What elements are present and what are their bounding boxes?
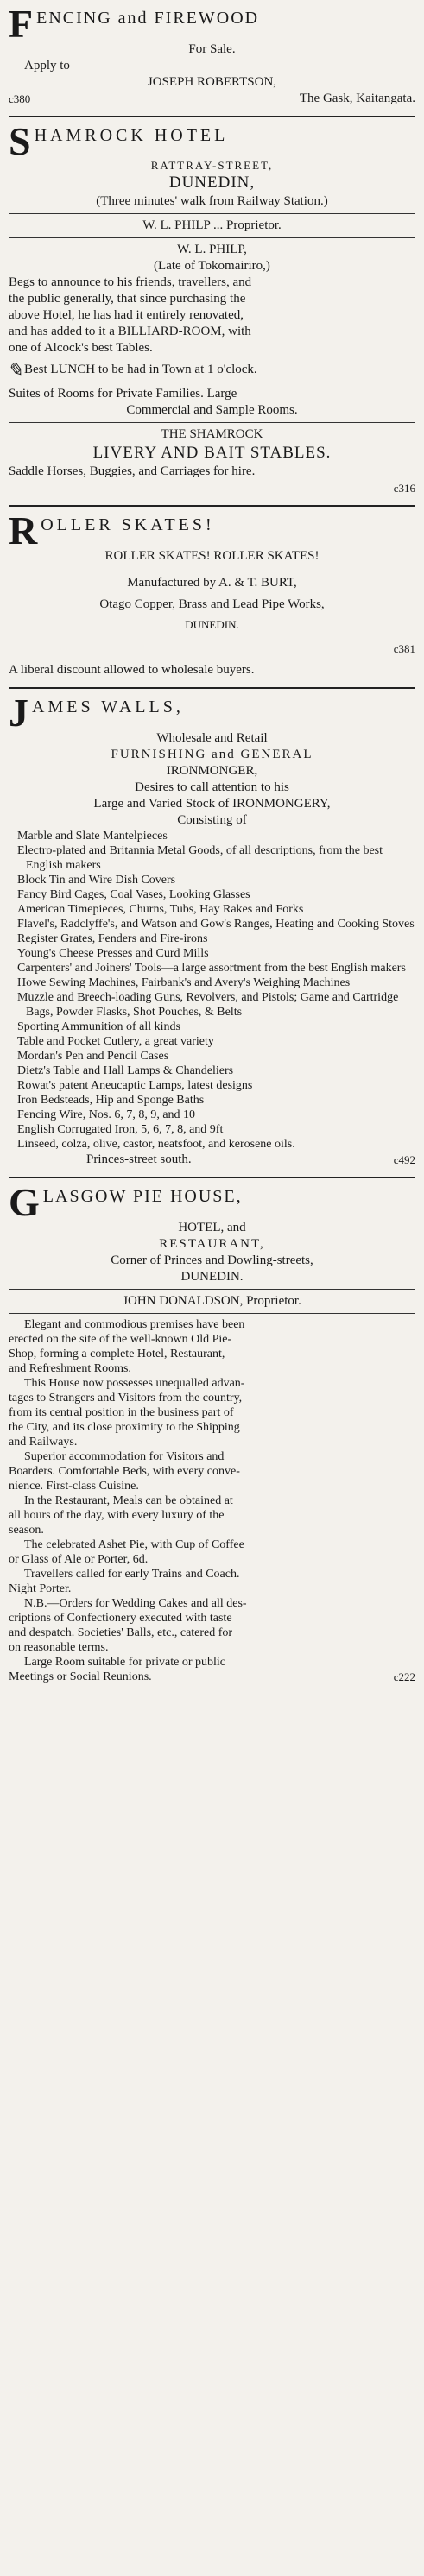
text-line: tages to Strangers and Visitors from the country, — [9, 1392, 243, 1405]
text-line: above Hotel, he has had it entirely renovated, — [9, 308, 244, 322]
text-line: and Railways. — [9, 1436, 78, 1449]
divider — [9, 505, 415, 507]
text-line: This House now possesses unequalled advan- — [24, 1377, 245, 1390]
walls-sub3: IRONMONGER, — [166, 764, 258, 778]
list-item: American Timepieces, Churns, Tubs, Hay Rakes and Forks — [17, 903, 304, 916]
glasgow-corner: Corner of Princes and Dowling-streets, — [111, 1253, 313, 1267]
list-item: Linseed, colza, olive, castor, neatsfoot, and kerosene oils. — [17, 1138, 295, 1151]
pointing-hand-icon: ✎ — [7, 359, 23, 381]
list-item: Fencing Wire, Nos. 6, 7, 8, 9, and 10 — [17, 1108, 196, 1121]
shamrock-stables-sub: LIVERY AND BAIT STABLES. — [92, 444, 332, 462]
walls-item-list — [9, 829, 415, 1152]
list-item: Mordan's Pen and Pencil Cases — [17, 1050, 169, 1063]
shamrock-owner: W. L. PHILP, — [177, 243, 247, 256]
roller-works: Otago Copper, Brass and Lead Pipe Works, — [99, 597, 325, 611]
walls-consisting: Consisting of — [177, 813, 247, 827]
shamrock-headline: HAMROCK HOTEL — [34, 126, 229, 145]
text-line: Night Porter. — [9, 1582, 72, 1595]
roller-city: DUNEDIN. — [185, 618, 239, 631]
glasgow-drop-cap: G — [9, 1185, 40, 1220]
list-item: Register Grates, Fenders and Fire-irons — [17, 932, 208, 945]
list-item: Dietz's Table and Hall Lamps & Chandeliers — [17, 1064, 234, 1077]
text-line: nience. First-class Cuisine. — [9, 1480, 139, 1493]
fencing-drop-cap: F — [9, 7, 34, 41]
shamrock-ref: c316 — [393, 482, 415, 495]
shamrock-proprietor-line: W. L. PHILP ... Proprietor. — [142, 218, 282, 232]
text-line: one of Alcock's best Tables. — [9, 341, 153, 355]
text-line: on reasonable terms. — [9, 1641, 109, 1654]
divider — [9, 116, 415, 117]
text-line: Elegant and commodious premises have been — [24, 1318, 245, 1331]
text-line: and despatch. Societies' Balls, etc., catered for — [9, 1626, 233, 1639]
fencing-advertisement — [9, 5, 415, 110]
shamrock-drop-cap: S — [9, 124, 31, 159]
fencing-ref: c380 — [9, 92, 31, 105]
list-item: Carpenters' and Joiners' Tools—a large assortment from the best English makers — [17, 962, 406, 975]
list-item: Howe Sewing Machines, Fairbank's and Avery's Weighing Machines — [17, 976, 351, 989]
roller-advertisement — [9, 512, 415, 682]
list-item: Electro-plated and Britannia Metal Goods, of all descriptions, from the best English makers — [17, 844, 383, 872]
shamrock-paragraph — [9, 275, 415, 357]
text-line: the public generally, that since purchasing the — [9, 292, 246, 306]
fencing-headline: ENCING and FIREWOOD — [36, 9, 260, 28]
shamrock-advertisement — [9, 123, 415, 500]
roller-sub: ROLLER SKATES! ROLLER SKATES! — [104, 549, 320, 563]
glasgow-headline: LASGOW PIE HOUSE, — [42, 1187, 243, 1206]
list-item: Sporting Ammunition of all kinds — [17, 1020, 181, 1033]
text-line: Large Room suitable for private or public — [24, 1656, 226, 1669]
list-item: Young's Cheese Presses and Curd Mills — [17, 947, 209, 960]
list-item: English Corrugated Iron, 5, 6, 7, 8, and 9ft — [17, 1123, 224, 1136]
shamrock-suites: Suites of Rooms for Private Families. Large — [9, 387, 237, 401]
text-line: the City, and its close proximity to the Shipping — [9, 1421, 240, 1434]
text-line: Begs to announce to his friends, travellers, and — [9, 275, 252, 289]
glasgow-sub2: RESTAURANT, — [159, 1237, 265, 1251]
text-line: The celebrated Ashet Pie, with Cup of Coffee — [24, 1538, 244, 1551]
list-item: Marble and Slate Mantelpieces — [17, 830, 168, 843]
walls-stock: Large and Varied Stock of IRONMONGERY, — [93, 797, 331, 811]
fencing-address: The Gask, Kaitangata. — [299, 92, 415, 105]
divider — [9, 687, 415, 689]
roller-headline: OLLER SKATES! — [41, 515, 215, 534]
glasgow-ref: c222 — [393, 1670, 415, 1683]
walls-sub2: FURNISHING and GENERAL — [111, 748, 313, 761]
walls-desires: Desires to call attention to his — [135, 780, 289, 794]
glasgow-body — [9, 1317, 415, 1684]
fencing-apply: Apply to — [24, 59, 70, 73]
shamrock-suites-2: Commercial and Sample Rooms. — [126, 403, 298, 417]
text-line: Travellers called for early Trains and Coach. — [24, 1568, 240, 1581]
text-line: season. — [9, 1524, 44, 1537]
text-line: or Glass of Ale or Porter, 6d. — [9, 1553, 149, 1566]
text-line: erected on the site of the well-known Old Pie- — [9, 1333, 232, 1346]
shamrock-late-of: (Late of Tokomairiro,) — [154, 259, 270, 273]
divider — [9, 1313, 415, 1314]
text-line: and has added to it a BILLIARD-ROOM, with — [9, 325, 251, 338]
roller-maker: Manufactured by A. & T. BURT, — [127, 576, 297, 590]
divider — [9, 1289, 415, 1290]
roller-discount: A liberal discount allowed to wholesale buyers. — [9, 663, 255, 677]
text-line: Boarders. Comfortable Beds, with every conve- — [9, 1465, 240, 1478]
list-item: Block Tin and Wire Dish Covers — [17, 874, 176, 887]
walls-advertisement — [9, 694, 415, 1171]
list-item: Flavel's, Radclyffe's, and Watson and Gow's Ranges, Heating and Cooking Stoves — [17, 918, 415, 931]
walls-sub1: Wholesale and Retail — [156, 731, 268, 745]
list-item: Iron Bedsteads, Hip and Sponge Baths — [17, 1094, 205, 1107]
shamrock-walk: (Three minutes' walk from Railway Station.) — [96, 194, 328, 208]
newspaper-column — [9, 0, 415, 1688]
text-line: Superior accommodation for Visitors and — [24, 1450, 225, 1463]
divider — [9, 213, 415, 214]
glasgow-proprietor: JOHN DONALDSON, Proprietor. — [123, 1294, 301, 1308]
shamrock-lunch: Best LUNCH to be had in Town at 1 o'clock. — [24, 363, 257, 376]
text-line: criptions of Confectionery executed with taste — [9, 1612, 232, 1625]
divider — [9, 422, 415, 423]
text-line: Meetings or Social Reunions. — [9, 1670, 152, 1683]
roller-ref: c381 — [393, 642, 415, 655]
glasgow-sub1: HOTEL, and — [178, 1221, 246, 1234]
shamrock-saddle: Saddle Horses, Buggies, and Carriages for hire. — [9, 464, 256, 478]
roller-drop-cap: R — [9, 514, 38, 548]
text-line: In the Restaurant, Meals can be obtained at — [24, 1494, 233, 1507]
list-item: Muzzle and Breech-loading Guns, Revolvers, and Pistols; Game and Cartridge Bags, Powder Flasks, Shot Pouches, & Belts — [17, 991, 399, 1019]
divider — [9, 237, 415, 238]
text-line: N.B.—Orders for Wedding Cakes and all des- — [24, 1597, 247, 1610]
walls-address: Princes-street south. — [86, 1152, 192, 1166]
text-line: and Refreshment Rooms. — [9, 1362, 131, 1375]
list-item: Fancy Bird Cages, Coal Vases, Looking Glasses — [17, 888, 250, 901]
fencing-name: JOSEPH ROBERTSON, — [147, 75, 277, 89]
fencing-for-sale: For Sale. — [188, 42, 236, 56]
text-line: all hours of the day, with every luxury of the — [9, 1509, 225, 1522]
shamrock-city: DUNEDIN, — [168, 174, 256, 192]
shamrock-street: RATTRAY-STREET, — [150, 159, 274, 172]
shamrock-stables-title: THE SHAMROCK — [161, 427, 263, 441]
walls-drop-cap: J — [9, 696, 28, 730]
text-line: from its central position in the business part of — [9, 1406, 234, 1419]
walls-ref: c492 — [393, 1153, 415, 1166]
walls-headline: AMES WALLS, — [32, 698, 184, 717]
list-item: Rowat's patent Aneucaptic Lamps, latest designs — [17, 1079, 253, 1092]
glasgow-advertisement — [9, 1184, 415, 1688]
glasgow-city: DUNEDIN. — [180, 1270, 244, 1284]
text-line: Shop, forming a complete Hotel, Restaurant, — [9, 1348, 225, 1361]
divider — [9, 1177, 415, 1178]
list-item: Table and Pocket Cutlery, a great variety — [17, 1035, 214, 1048]
